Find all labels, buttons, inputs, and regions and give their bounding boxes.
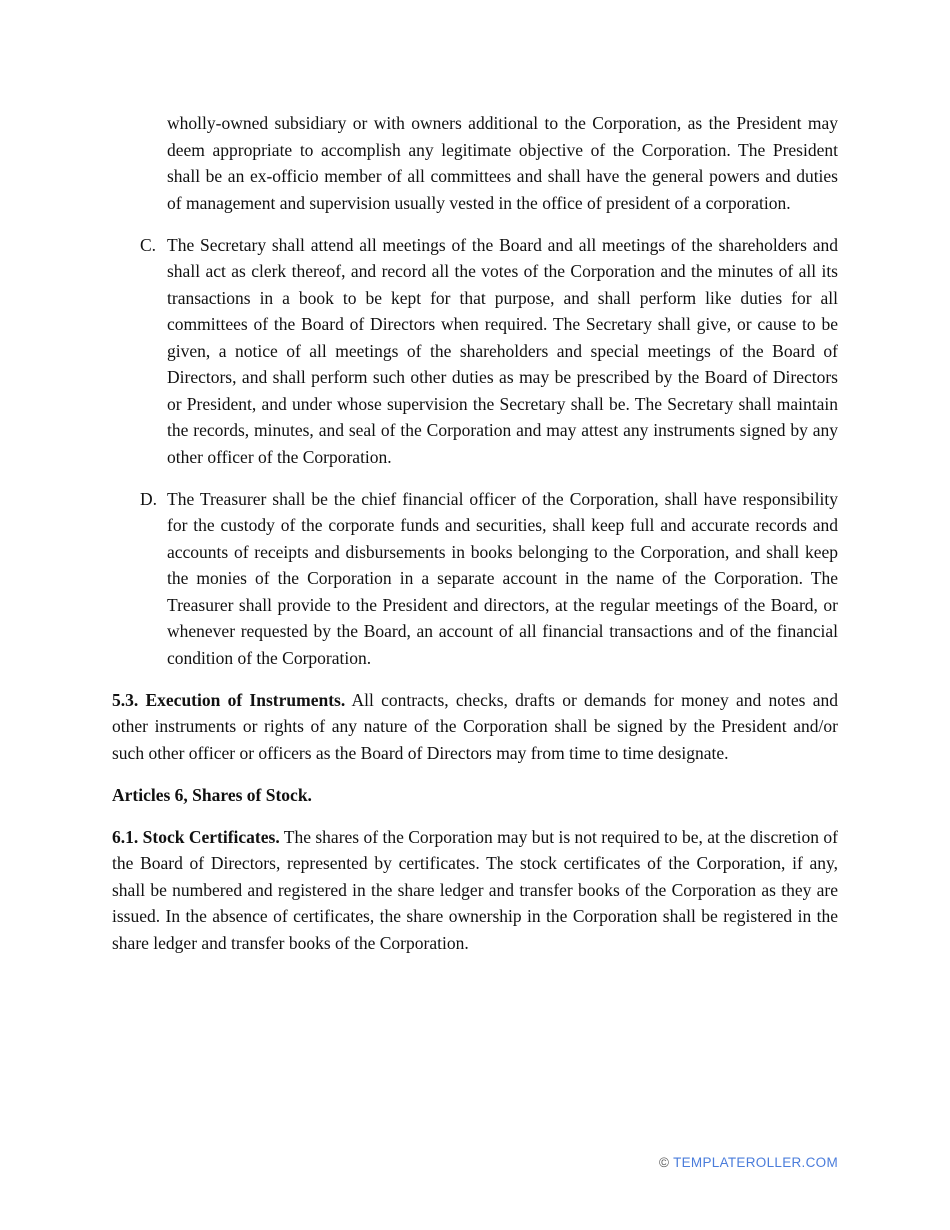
section-6-1-paragraph xyxy=(112,824,838,957)
section-5-3-paragraph xyxy=(112,687,838,767)
list-item-c xyxy=(112,232,838,471)
section-6-1-lead: 6.1. Stock Certificates. xyxy=(112,826,280,847)
section-5-3-lead: 5.3. Execution of Instruments. xyxy=(112,689,346,710)
paragraph-continuation: wholly-owned subsidiary or with owners additional to the Corporation, as the President may deem appropriate to accomplish any legitimate objective of the Corporation. The President shall be an ex-officio member of all committees and shall have the general powers and duties of management and supervision usually vested in the office of president of a corporation. xyxy=(167,113,838,213)
document-content xyxy=(112,110,838,972)
list-marker-c: C. xyxy=(140,234,157,255)
section-5-3-text: All contracts, checks, drafts or demands for money and notes and other instruments or rights of any nature of the Corporation shall be signed by the President and/or such other officer or officers as the Board of Directors may from time to time designate. xyxy=(112,689,839,763)
list-item-c-text: The Secretary shall attend all meetings of the Board and all meetings of the shareholders and shall act as clerk thereof, and record all the votes of the Corporation and the minutes of all its transactions in a book to be kept for that purpose, and shall perform like duties for all committees of the Board of Directors when required. The Secretary shall give, or cause to be given, a notice of all meetings of the shareholders and special meetings of the Board of Directors, and shall perform such other duties as may be prescribed by the Board of Directors or President, and under whose supervision the Secretary shall be. The Secretary shall maintain the records, minutes, and seal of the Corporation and may attest any instruments signed by any other officer of the Corporation. xyxy=(167,234,838,467)
copyright-symbol: © xyxy=(659,1155,670,1170)
templateroller-link[interactable]: TEMPLATEROLLER.COM xyxy=(673,1155,838,1170)
list-item-d-text: The Treasurer shall be the chief financial officer of the Corporation, shall have responsibility for the custody of the corporate funds and securities, shall keep full and accurate records and accounts of receipts and disbursements in books belonging to the Corporation, and shall keep the monies of the Corporation in a separate account in the name of the Corporation. The Treasurer shall provide to the President and directors, at the regular meetings of the Board, or whenever requested by the Board, an account of all financial transactions and of the financial condition of the Corporation. xyxy=(167,488,838,668)
list-item-d xyxy=(112,486,838,672)
footer xyxy=(659,1155,838,1170)
article-6-heading: Articles 6, Shares of Stock. xyxy=(112,784,312,805)
list-marker-d: D. xyxy=(140,488,158,509)
section-6-1-text: The shares of the Corporation may but is not required to be, at the discretion of the Board of Directors, represented by certificates. The stock certificates of the Corporation, if any, shall be numbered and registered in the share ledger and transfer books of the Corporation as they are issued. In the absence of certificates, the share ownership in the Corporation shall be registered in the share ledger and transfer books of the Corporation. xyxy=(112,826,839,953)
